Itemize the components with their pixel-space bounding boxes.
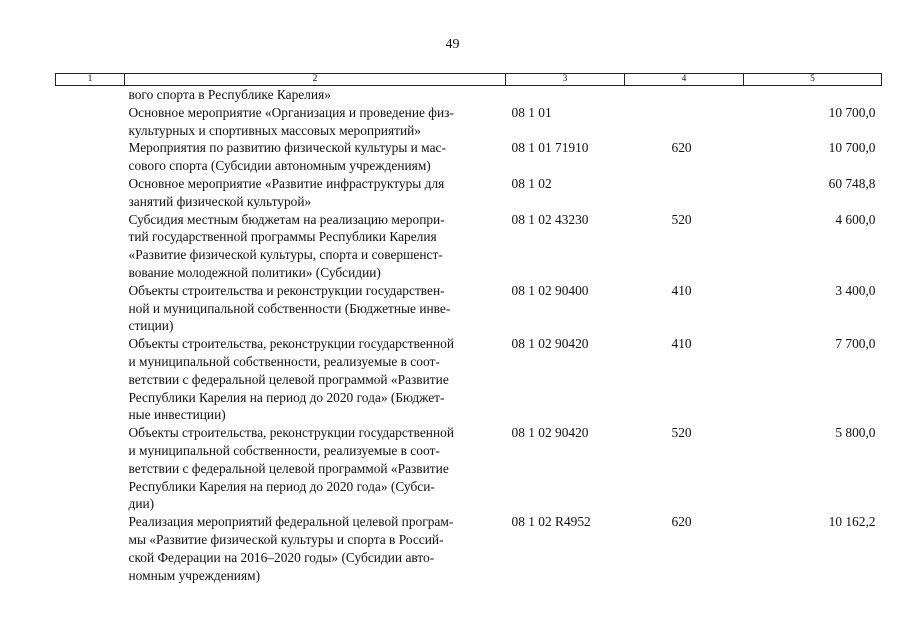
expense-type-cell: 410 bbox=[671, 282, 692, 298]
amount-cell: 4 600,0 bbox=[835, 211, 876, 227]
item-name-line: и муниципальной собственности, реализуемые в соот- bbox=[128, 353, 440, 369]
item-name-line: сового спорта (Субсидии автономным учреждениям) bbox=[128, 158, 431, 174]
item-name-line: занятий физической культурой» bbox=[128, 193, 312, 209]
amount-cell: 7 700,0 bbox=[835, 336, 876, 352]
row-number-cell bbox=[56, 513, 125, 584]
expense-type-cell: 520 bbox=[671, 211, 692, 227]
item-name-line: ской Федерации на 2016–2020 годы» (Субсидии авто- bbox=[128, 549, 435, 565]
amount-cell: 3 400,0 bbox=[835, 282, 876, 298]
item-name-cell bbox=[125, 211, 506, 282]
item-name-line: Субсидия местным бюджетам на реализацию меропри- bbox=[128, 211, 445, 227]
item-name-line: тий государственной программы Республики Карелия bbox=[128, 229, 437, 245]
expense-type-cell: 620 bbox=[671, 140, 692, 156]
table-row bbox=[56, 86, 882, 104]
row-number-cell bbox=[56, 86, 125, 104]
classification-code-cell: 08 1 02 90420 bbox=[511, 336, 589, 352]
column-number-1: 1 bbox=[56, 74, 125, 86]
row-number-cell bbox=[56, 175, 125, 211]
item-name-line: вование молодежной политики» (Субсидии) bbox=[128, 264, 381, 280]
table-row bbox=[56, 104, 882, 140]
classification-code-cell: 08 1 02 90400 bbox=[511, 282, 589, 298]
table-row bbox=[56, 175, 882, 211]
amount-cell bbox=[744, 86, 882, 104]
item-name-line: Объекты строительства, реконструкции государственной bbox=[128, 425, 455, 441]
table-body bbox=[56, 86, 882, 585]
item-name-line: номным учреждениям) bbox=[128, 567, 261, 583]
row-number-cell bbox=[56, 424, 125, 513]
item-name-line: Основное мероприятие «Организация и проведение физ- bbox=[128, 104, 454, 120]
item-name-line: Реализация мероприятий федеральной целевой програм- bbox=[128, 514, 454, 530]
classification-code-cell: 08 1 02 90420 bbox=[511, 425, 589, 441]
classification-code-cell bbox=[506, 86, 625, 104]
classification-code-cell: 08 1 02 43230 bbox=[511, 211, 589, 227]
item-name-line: ветствии с федеральной целевой программой «Развитие bbox=[128, 371, 449, 387]
table-row bbox=[56, 211, 882, 282]
item-name-cell bbox=[125, 335, 506, 424]
column-number-2: 2 bbox=[125, 74, 506, 86]
item-name-line: Республики Карелия на период до 2020 года» (Субси- bbox=[128, 478, 435, 494]
column-number-3: 3 bbox=[506, 74, 625, 86]
row-number-cell bbox=[56, 104, 125, 140]
column-number-4: 4 bbox=[625, 74, 744, 86]
expense-type-cell: 620 bbox=[671, 514, 692, 530]
item-name-cell bbox=[125, 104, 506, 140]
classification-code-cell: 08 1 02 bbox=[511, 175, 552, 191]
item-name-cell bbox=[125, 175, 506, 211]
row-number-cell bbox=[56, 211, 125, 282]
expense-type-cell bbox=[625, 86, 744, 104]
expense-type-cell: 520 bbox=[671, 425, 692, 441]
item-name-line: стиции) bbox=[128, 318, 174, 334]
table-row bbox=[56, 424, 882, 513]
item-name-line: мы «Развитие физической культуры и спорта в Россий- bbox=[128, 531, 444, 547]
column-number-5: 5 bbox=[744, 74, 882, 86]
item-name-line: ветствии с федеральной целевой программой «Развитие bbox=[128, 460, 449, 476]
item-name-line: и муниципальной собственности, реализуемые в соот- bbox=[128, 442, 440, 458]
amount-cell: 60 748,8 bbox=[828, 175, 876, 191]
row-number-cell bbox=[56, 139, 125, 175]
item-name-cell bbox=[125, 424, 506, 513]
column-number-header bbox=[56, 74, 882, 86]
item-name-line: Объекты строительства, реконструкции государственной bbox=[128, 336, 455, 352]
item-name-cell bbox=[125, 282, 506, 335]
amount-cell: 5 800,0 bbox=[835, 425, 876, 441]
table-row bbox=[56, 513, 882, 584]
row-number-cell bbox=[56, 335, 125, 424]
expense-type-cell bbox=[625, 104, 744, 140]
amount-cell: 10 700,0 bbox=[828, 104, 876, 120]
classification-code-cell: 08 1 01 71910 bbox=[511, 140, 589, 156]
classification-code-cell: 08 1 02 R4952 bbox=[511, 514, 591, 530]
table-row bbox=[56, 282, 882, 335]
amount-cell: 10 700,0 bbox=[828, 140, 876, 156]
item-name-line: культурных и спортивных массовых мероприятий» bbox=[128, 122, 422, 138]
item-name-line: Мероприятия по развитию физической культуры и мас- bbox=[128, 140, 446, 156]
item-name-line: ные инвестиции) bbox=[128, 407, 226, 423]
item-name-line: Объекты строительства и реконструкции государствен- bbox=[128, 282, 445, 298]
budget-table bbox=[55, 73, 882, 584]
table-row bbox=[56, 139, 882, 175]
table-row bbox=[56, 335, 882, 424]
item-name-line: Основное мероприятие «Развитие инфраструктуры для bbox=[128, 175, 445, 191]
expense-type-cell bbox=[625, 175, 744, 211]
row-number-cell bbox=[56, 282, 125, 335]
page-number: 49 bbox=[445, 37, 460, 52]
expense-type-cell: 410 bbox=[671, 336, 692, 352]
item-name-line: Республики Карелия на период до 2020 года» (Бюджет- bbox=[128, 389, 445, 405]
item-name-line: вого спорта в Республике Карелия» bbox=[128, 87, 331, 102]
classification-code-cell: 08 1 01 bbox=[511, 104, 552, 120]
item-name-cell bbox=[125, 86, 506, 104]
item-name-line: ной и муниципальной собственности (Бюджетные инве- bbox=[128, 300, 451, 316]
item-name-line: «Развитие физической культуры, спорта и совершенст- bbox=[128, 247, 443, 263]
item-name-cell bbox=[125, 513, 506, 584]
amount-cell: 10 162,2 bbox=[828, 514, 876, 530]
item-name-cell bbox=[125, 139, 506, 175]
item-name-line: дии) bbox=[128, 496, 155, 512]
